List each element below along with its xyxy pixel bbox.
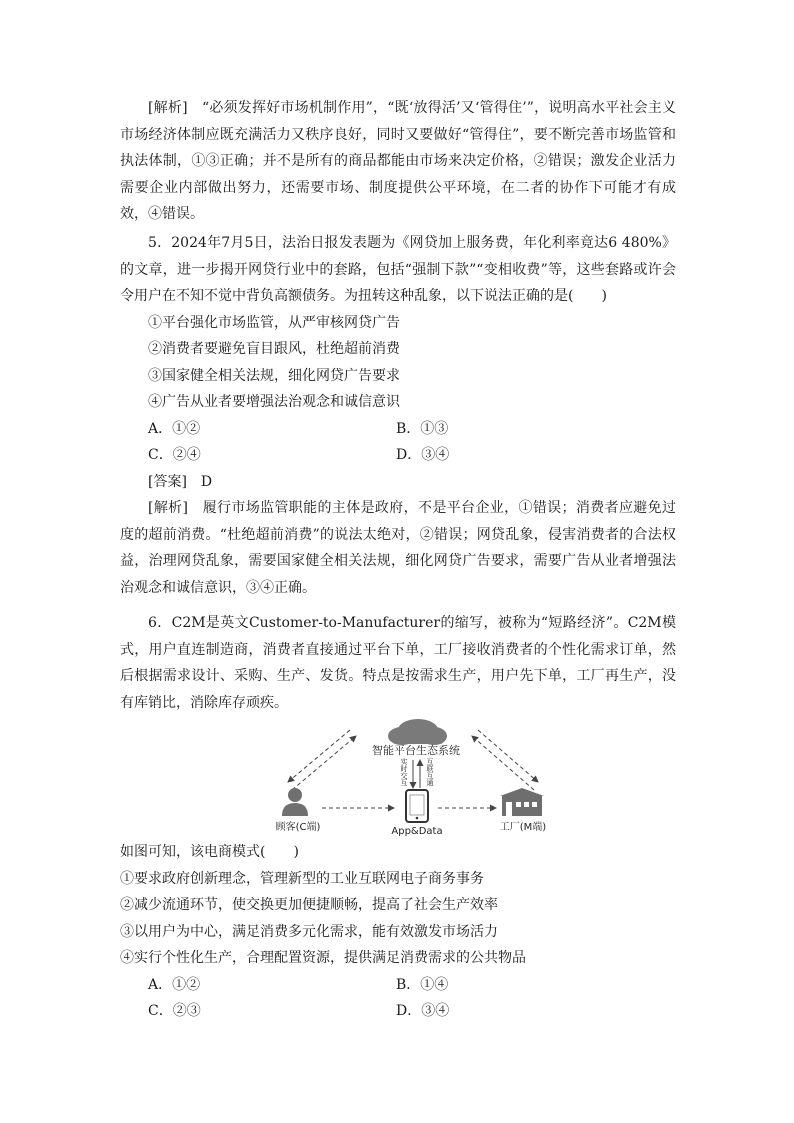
cloud-icon	[388, 719, 447, 745]
c2m-diagram	[270, 712, 560, 840]
question-5-option-b: B．①③	[396, 420, 449, 437]
question-6-item-2: ②减少流通环节，使交换更加便捷顺畅，提高了社会生产效率	[120, 897, 498, 913]
previous-analysis-paragraph: [解析] “必须发挥好市场机制作用”，“既‘放得活’又‘管得住’”，说明高水平社会主义市场经济体制应既充满活力又秩序良好，同时又要做好“管得住”，要不断完善市场监管和执法体制，①③正确；并不是所有的商品都能由市场来决定价格，②错误；激发企业活力需要企业内部做出努力，还需要市场、制度提供公平环境，在二者的协作下可能才有成效，④错误。	[120, 100, 676, 222]
question-5-options-row-1	[120, 416, 676, 443]
previous-analysis-block	[120, 95, 676, 228]
app-label: App&Data	[391, 826, 443, 837]
question-6-stem: 6．C2M是英文Customer-to-Manufacturer的缩写，被称为“短路经济”。C2M模式，用户直连制造商，消费者直接通过平台下单，工厂接收消费者的个性化需求订单，然后根据需求设计、采购、生产、发货。特点是按需求生产，用户先下单，工厂再生产，没有库销比，消除库存顽疾。	[120, 615, 676, 711]
question-6-option-a: A．①②	[148, 976, 201, 993]
arrow-customer-to-cloud	[292, 736, 356, 790]
question-5-stem: 5．2024年7月5日，法治日报发表题为《网贷加上服务费，年化利率竟达6 480%》的文章，进一步揭开网贷行业中的套路，包括“强制下款”“变相收费”等，这些套路或许会令用户在不知不觉中背负高额债务。为扭转这种乱象，以下说法正确的是( )	[120, 235, 676, 304]
right-vertical-label: 互联互通	[426, 758, 434, 786]
customer-label: 顾客(C端)	[275, 822, 321, 833]
cloud-label: 智能平台生态系统	[372, 744, 460, 757]
question-6-option-c: C．②③	[148, 1003, 201, 1019]
question-5-item-2: ②消费者要避免盲目跟风，杜绝超前消费	[148, 341, 400, 357]
question-5-item-3: ③国家健全相关法规，细化网贷广告要求	[148, 367, 400, 384]
phone-icon	[406, 790, 428, 822]
vertical-connectors	[413, 760, 420, 788]
question-6-item-3: ③以用户为中心，满足消费多元化需求，能有效激发市场活力	[120, 923, 498, 940]
c2m-diagram-svg	[270, 712, 560, 840]
question-5-option-c: C．②④	[148, 447, 201, 463]
arrow-factory-to-cloud	[472, 736, 534, 790]
question-5-analysis: [解析] 履行市场监管职能的主体是政府，不是平台企业，①错误；消费者应避免过度的超前消费。“杜绝超前消费”的说法太绝对，②错误；网贷乱象，侵害消费者的合法权益，治理网贷乱象，需要国家健全相关法规，细化网贷广告要求，需要广告从业者增强法治观念和诚信意识，③④正确。	[120, 500, 676, 596]
factory-label: 工厂(M端)	[499, 822, 547, 833]
question-6-options-row-1	[120, 972, 676, 999]
question-5-option-a: A．①②	[148, 420, 201, 437]
question-6-body	[120, 839, 676, 1025]
question-5-item-1: ①平台强化市场监管，从严审核网贷广告	[148, 314, 400, 331]
arrow-cloud-to-customer	[288, 730, 350, 782]
question-6-option-d: D．③④	[396, 1003, 450, 1019]
factory-icon	[500, 788, 544, 816]
question-5-option-d: D．③④	[396, 447, 450, 463]
question-6-item-1: ①要求政府创新理念，管理新型的工业互联网电子商务事务	[120, 870, 484, 887]
question-5	[120, 230, 676, 601]
customer-icon	[282, 788, 308, 816]
question-6-options-row-2	[120, 998, 676, 1025]
question-6-prompt: 如图可知，该电商模式( )	[120, 844, 299, 860]
question-5-options-row-2	[120, 442, 676, 469]
question-5-answer: [答案] D	[148, 473, 213, 490]
question-6-option-b: B．①④	[396, 976, 449, 993]
left-vertical-label: 实时交互	[400, 758, 408, 786]
question-5-item-4: ④广告从业者要增强法治观念和诚信意识	[148, 394, 400, 410]
question-6	[120, 610, 676, 716]
question-6-item-4: ④实行个性化生产，合理配置资源，提供满足消费需求的公共物品	[120, 950, 526, 966]
arrow-cloud-to-factory	[478, 730, 538, 782]
